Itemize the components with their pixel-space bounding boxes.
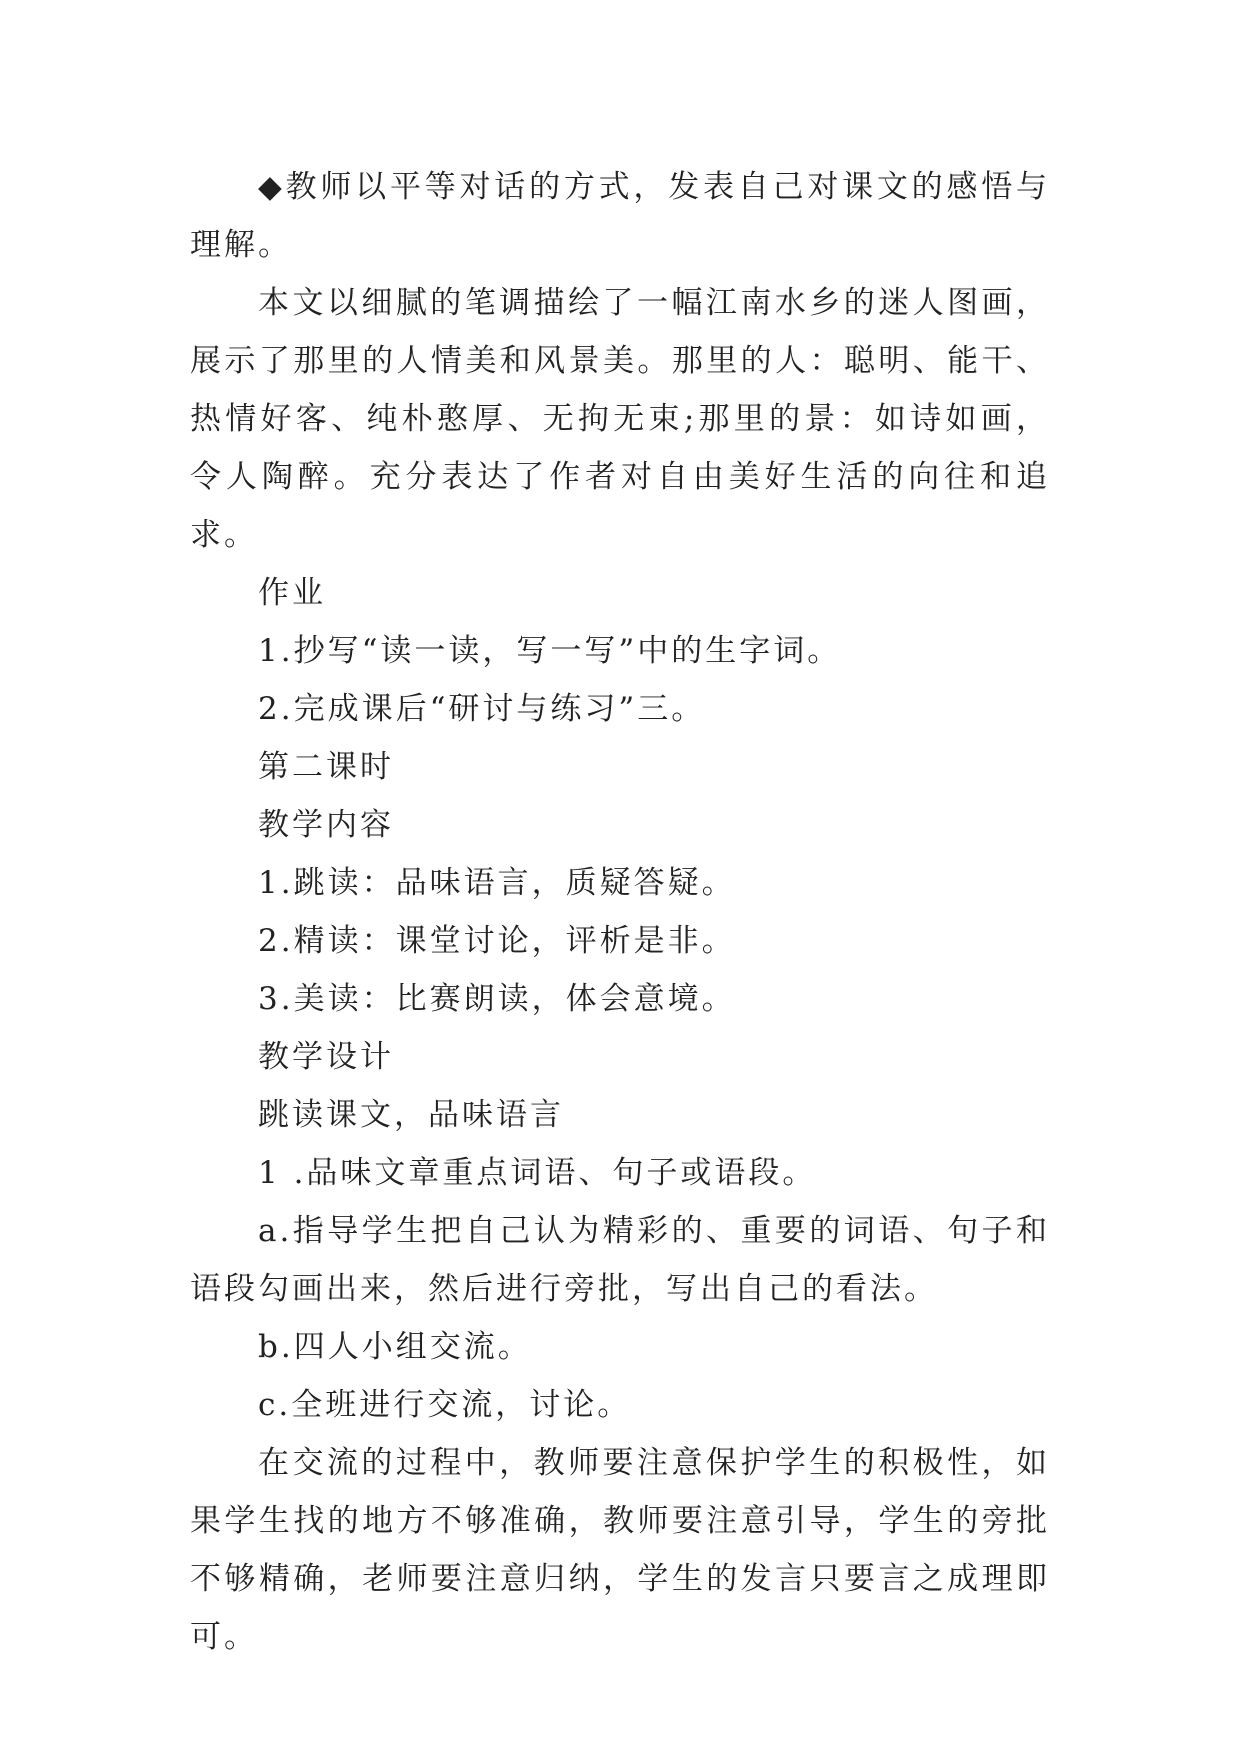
paragraph-teacher-dialogue: ◆教师以平等对话的方式，发表自己对课文的感悟与理解。 <box>190 169 1050 263</box>
paragraph-text-summary: 本文以细腻的笔调描绘了一幅江南水乡的迷人图画，展示了那里的人情美和风景美。那里的人：聪明、能干、热情好客、纯朴憨厚、无拘无束;那里的景：如诗如画，令人陶醉。充分表达了作者对自由美好生活的向往和追求。 <box>190 285 1050 553</box>
heading-second-lesson: 第二课时 <box>258 749 394 785</box>
heading-teaching-content: 教学内容 <box>258 807 394 843</box>
homework-item-2: 2.完成课后“研讨与练习”三。 <box>258 691 706 727</box>
paragraph-discussion-guidance: 在交流的过程中，教师要注意保护学生的积极性，如果学生找的地方不够准确，教师要注意引导，学生的旁批不够精确，老师要注意归纳，学生的发言只要言之成理即可。 <box>190 1445 1050 1655</box>
design-subitem-c: c.全班进行交流，讨论。 <box>258 1387 632 1423</box>
content-item-2: 2.精读：课堂讨论，评析是非。 <box>258 923 736 959</box>
content-item-3: 3.美读：比赛朗读，体会意境。 <box>258 981 736 1017</box>
heading-teaching-design: 教学设计 <box>258 1039 394 1075</box>
heading-skim-reading: 跳读课文，品味语言 <box>258 1097 564 1133</box>
document-body <box>190 158 1050 1666</box>
content-item-1: 1.跳读：品味语言，质疑答疑。 <box>258 865 736 901</box>
heading-homework: 作业 <box>258 575 326 611</box>
design-subitem-a: a.指导学生把自己认为精彩的、重要的词语、句子和语段勾画出来，然后进行旁批，写出自己的看法。 <box>190 1213 1050 1307</box>
design-subitem-b: b.四人小组交流。 <box>258 1329 532 1365</box>
design-item-1: 1 .品味文章重点词语、句子或语段。 <box>258 1155 817 1191</box>
homework-item-1: 1.抄写“读一读，写一写”中的生字词。 <box>258 633 842 669</box>
